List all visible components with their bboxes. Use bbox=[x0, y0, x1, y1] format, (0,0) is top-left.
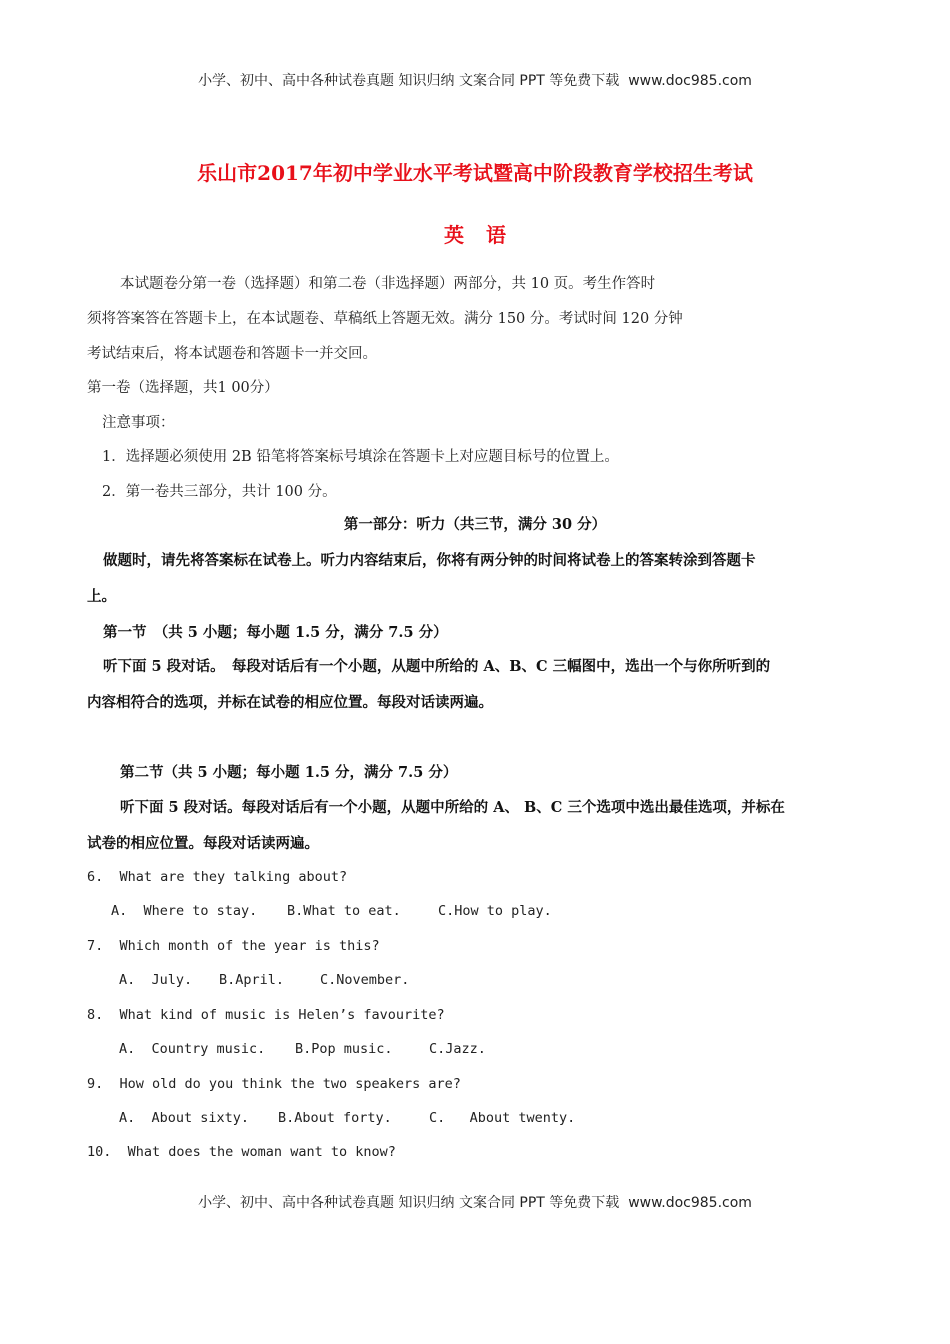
question-8-stem: 8. What kind of music is Helen’s favourite? bbox=[87, 1007, 445, 1023]
question-10-stem: 10. What does the woman want to know? bbox=[87, 1144, 396, 1160]
part1-instruction-line-2: 上。 bbox=[87, 588, 116, 605]
part1-instruction-line-1: 做题时，请先将答案标在试卷上。听力内容结束后，你将有两分钟的时间将试卷上的答案转涂到答题卡 bbox=[103, 552, 756, 569]
question-6-option-a: A. Where to stay. bbox=[111, 903, 258, 919]
question-9-option-b: B.About forty. bbox=[278, 1110, 392, 1126]
notes-item-1: 1．选择题必须使用 2B 铅笔将答案标号填涂在答题卡上对应题目标号的位置上。 bbox=[102, 449, 619, 465]
question-8-option-b: B.Pop music. bbox=[295, 1041, 393, 1057]
section1-heading: 第一节 （共 5 小题；每小题 1.5 分，满分 7.5 分） bbox=[103, 624, 448, 641]
notes-item-2: 2．第一卷共三部分，共计 100 分。 bbox=[102, 484, 337, 500]
question-7-stem: 7. Which month of the year is this? bbox=[87, 938, 380, 954]
question-6-stem: 6. What are they talking about? bbox=[87, 869, 348, 885]
section1-instruction-line-1: 听下面 5 段对话。 每段对话后有一个小题，从题中所给的 A、B、C 三幅图中，选出一个与你所听到的 bbox=[103, 658, 771, 675]
subject-title: 英语 bbox=[444, 223, 528, 247]
intro-line-1: 本试题卷分第一卷（选择题）和第二卷（非选择题）两部分，共 10 页。考生作答时 bbox=[120, 276, 656, 292]
question-6-option-c: C.How to play. bbox=[438, 903, 552, 919]
section2-heading: 第二节（共 5 小题；每小题 1.5 分，满分 7.5 分） bbox=[120, 764, 458, 781]
section1-instruction-line-2: 内容相符合的选项，并标在试卷的相应位置。每段对话读两遍。 bbox=[87, 694, 493, 711]
question-7-option-a: A. July. bbox=[119, 972, 193, 988]
intro-line-2: 须将答案答在答题卡上，在本试题卷、草稿纸上答题无效。满分 150 分。考试时间 120 分钟 bbox=[87, 311, 683, 327]
question-9-option-a: A. About sixty. bbox=[119, 1110, 250, 1126]
exam-title: 乐山市2017年初中学业水平考试暨高中阶段教育学校招生考试 bbox=[197, 161, 753, 185]
question-7-option-c: C.November. bbox=[320, 972, 410, 988]
part1-heading: 第一部分：听力（共三节，满分 30 分） bbox=[343, 516, 607, 533]
notes-heading: 注意事项： bbox=[102, 415, 175, 431]
footer-banner: 小学、初中、高中各种试卷真题 知识归纳 文案合同 PPT 等免费下载 www.doc985.com bbox=[198, 1195, 752, 1211]
question-9-stem: 9. How old do you think the two speakers are? bbox=[87, 1076, 461, 1092]
section2-instruction-line-2: 试卷的相应位置。每段对话读两遍。 bbox=[87, 835, 319, 852]
question-8-option-c: C.Jazz. bbox=[429, 1041, 486, 1057]
section2-instruction-line-1: 听下面 5 段对话。每段对话后有一个小题，从题中所给的 A、 B、C 三个选项中选出最佳选项，并标在 bbox=[120, 799, 785, 816]
intro-line-3: 考试结束后，将本试题卷和答题卡一并交回。 bbox=[87, 346, 377, 362]
question-8-option-a: A. Country music. bbox=[119, 1041, 266, 1057]
question-7-option-b: B.April. bbox=[219, 972, 285, 988]
question-9-option-c: C. About twenty. bbox=[429, 1110, 576, 1126]
question-6-option-b: B.What to eat. bbox=[287, 903, 401, 919]
header-banner: 小学、初中、高中各种试卷真题 知识归纳 文案合同 PPT 等免费下载 www.doc985.com bbox=[198, 73, 752, 89]
volume1-heading: 第一卷（选择题，共1 00分） bbox=[87, 380, 279, 396]
